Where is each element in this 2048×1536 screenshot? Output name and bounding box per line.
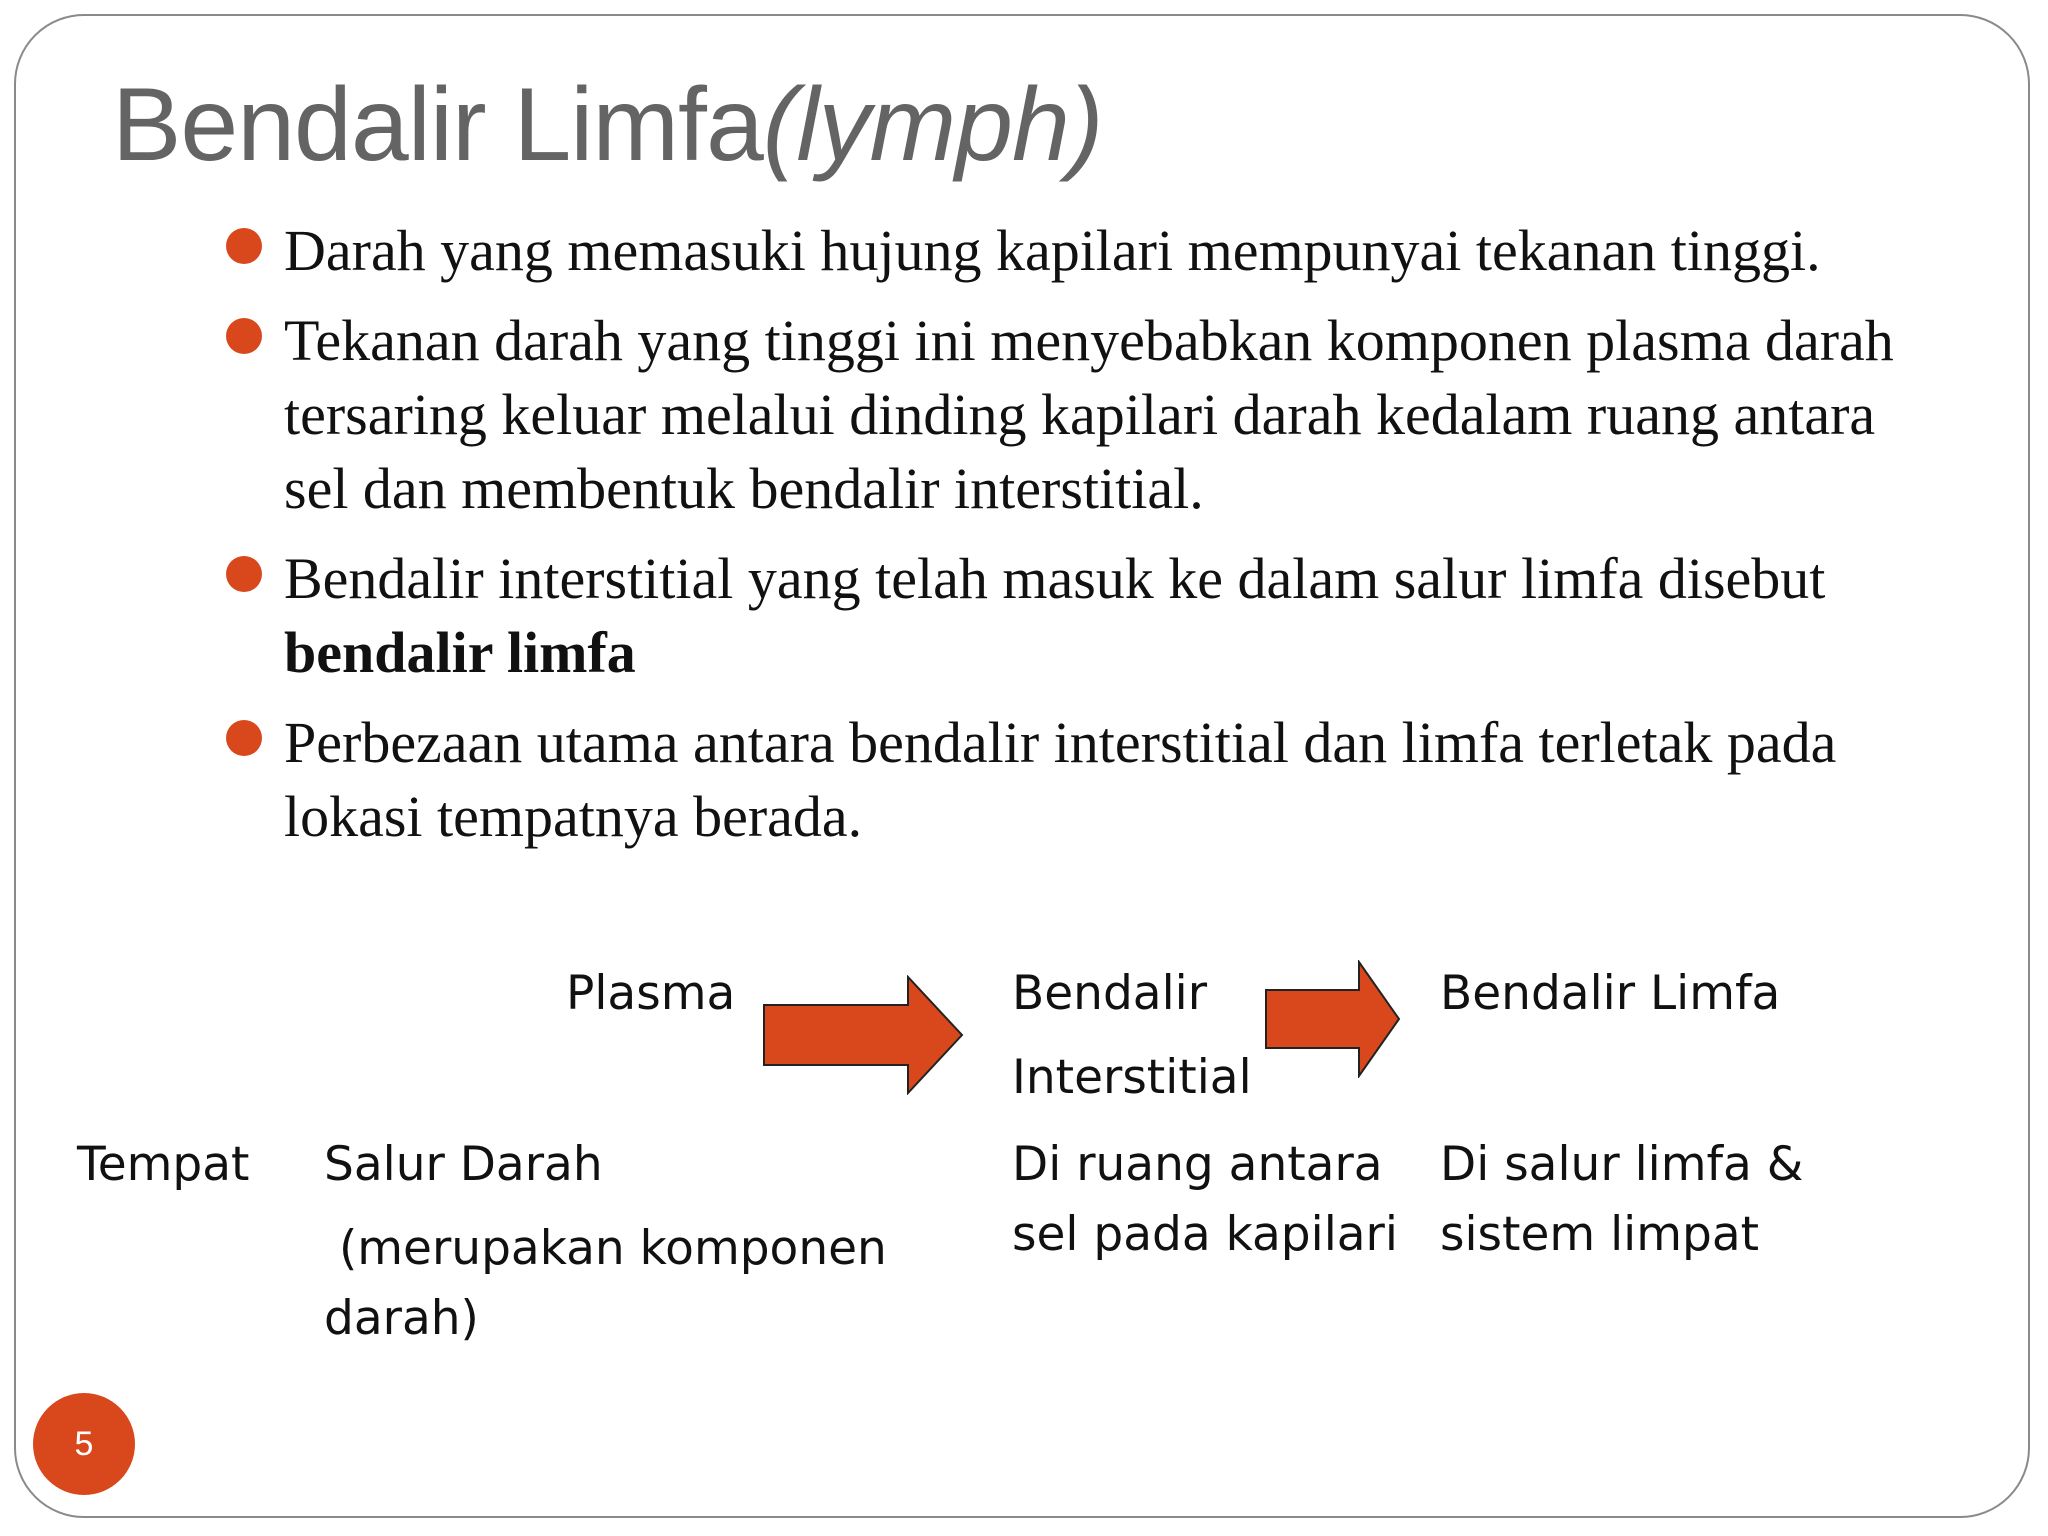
bullet-text: Bendalir interstitial yang telah masuk ke dalam salur limfa disebut [284,546,1826,611]
title-italic: (lymph) [762,67,1103,183]
bullet-dot-icon [226,720,262,756]
location-plasma-line3: darah) [324,1291,479,1346]
flow-plasma-label: Plasma [566,966,736,1021]
location-interstitial-line1: Di ruang antara [1012,1137,1383,1192]
flow-arrow-icon [1264,960,1402,1078]
location-interstitial-line2: sel pada kapilari [1012,1207,1398,1262]
title-main: Bendalir Limfa [112,67,763,183]
page-number-badge: 5 [33,1393,135,1495]
location-label: Tempat [77,1137,250,1192]
bullet-bold-term: bendalir limfa [284,620,636,685]
flow-interstitial-label-line1: Bendalir [1012,966,1208,1021]
location-plasma-line1: Salur Darah [324,1137,603,1192]
bullet-dot-icon [226,318,262,354]
flow-lymph-label: Bendalir Limfa [1440,966,1781,1021]
bullet-item [226,542,1926,690]
bullet-text: Perbezaan utama antara bendalir interstitial dan limfa terletak pada lokasi tempatnya berada. [284,710,1837,849]
bullet-dot-icon [226,556,262,592]
bullet-text: Tekanan darah yang tinggi ini menyebabkan komponen plasma darah tersaring keluar melalui dinding kapilari darah kedalam ruang antara sel dan membentuk bendalir interstitial. [284,308,1894,521]
bullet-dot-icon [226,228,262,264]
bullet-item [226,214,1926,288]
location-lymph-line2: sistem limpat [1440,1207,1760,1262]
flow-arrow-icon [762,975,966,1095]
slide-title [112,60,1102,190]
location-plasma-line2: (merupakan komponen [324,1221,887,1276]
bullet-item [226,304,1926,526]
location-lymph-line1: Di salur limfa & [1440,1137,1804,1192]
flow-interstitial-label-line2: Interstitial [1012,1050,1252,1105]
bullet-item [226,706,1926,854]
bullet-list [226,214,1926,870]
bullet-text: Darah yang memasuki hujung kapilari mempunyai tekanan tinggi. [284,218,1821,283]
